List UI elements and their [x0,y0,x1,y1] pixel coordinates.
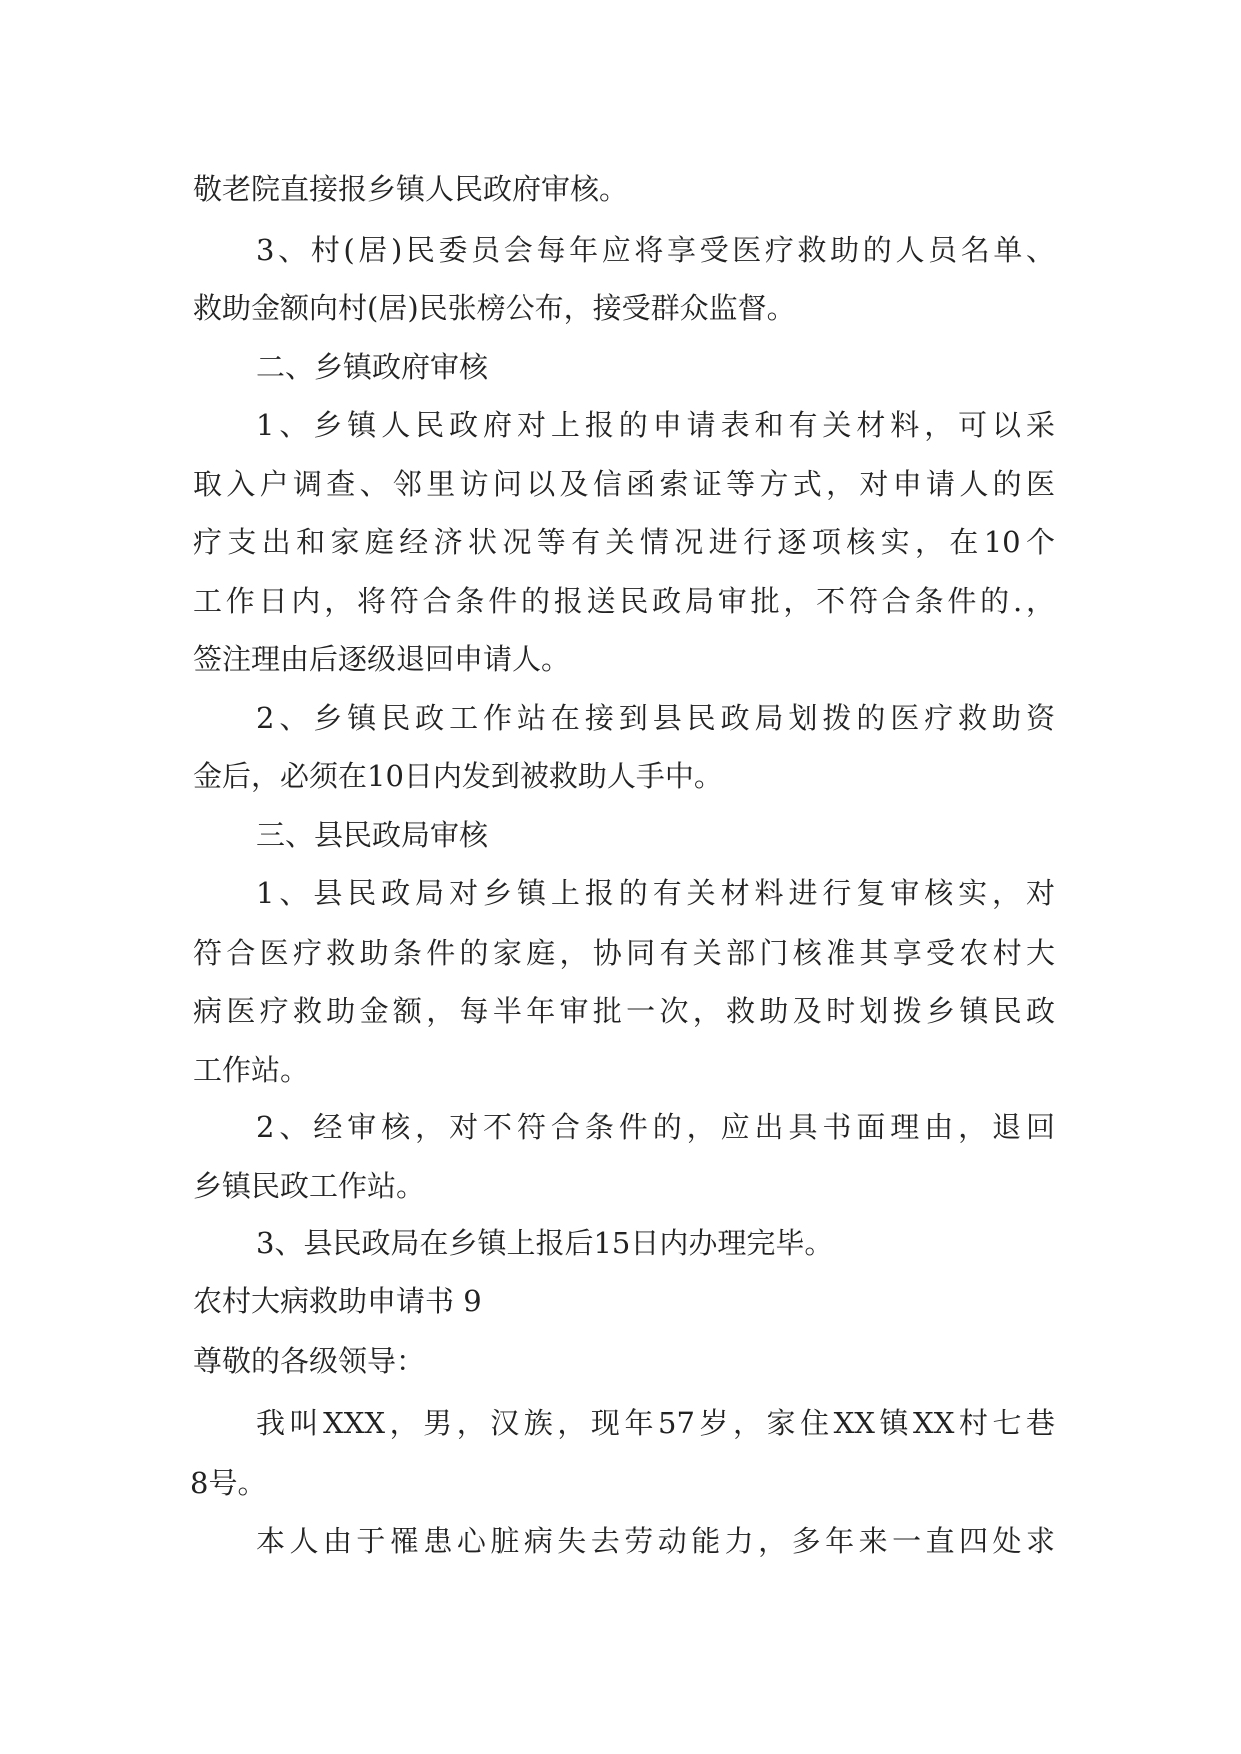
paragraph-line: 敬老院直接报乡镇人民政府审核。 [193,172,629,206]
paragraph-line: 2、乡镇民政工作站在接到县民政局划拨的医疗救助资 [256,701,1055,735]
paragraph-line: 工作站。 [193,1053,310,1087]
section-heading: 三、县民政局审核 [256,818,489,852]
paragraph-line: 1、县民政局对乡镇上报的有关材料进行复审核实，对 [256,876,1055,910]
salutation: 尊敬的各级领导： [193,1344,426,1378]
paragraph-line: 我叫XXX，男，汉族，现年57岁，家住XX镇XX村七巷 [256,1406,1055,1440]
paragraph-line: 救助金额向村(居)民张榜公布，接受群众监督。 [193,291,796,325]
paragraph-line: 符合医疗救助条件的家庭，协同有关部门核准其享受农村大 [193,936,1055,970]
paragraph-line: 病医疗救助金额，每半年审批一次，救助及时划拨乡镇民政 [193,994,1055,1028]
paragraph-line: 金后，必须在10日内发到被救助人手中。 [193,759,723,793]
paragraph-line: 签注理由后逐级退回申请人。 [193,642,571,676]
paragraph-line: 取入户调查、邻里访问以及信函索证等方式，对申请人的医 [193,467,1055,501]
document-title: 农村大病救助申请书 9 [193,1284,482,1318]
paragraph-line: 乡镇民政工作站。 [193,1169,426,1203]
paragraph-line: 8号。 [190,1466,267,1500]
paragraph-line: 工作日内，将符合条件的报送民政局审批，不符合条件的.， [193,584,1055,618]
paragraph-line: 3、县民政局在乡镇上报后15日内办理完毕。 [256,1226,834,1260]
paragraph-line: 疗支出和家庭经济状况等有关情况进行逐项核实，在10个 [193,525,1055,559]
section-heading: 二、乡镇政府审核 [256,350,489,384]
paragraph-line: 本人由于罹患心脏病失去劳动能力，多年来一直四处求 [256,1524,1055,1558]
paragraph-line: 3、村(居)民委员会每年应将享受医疗救助的人员名单、 [256,233,1055,267]
paragraph-line: 2、经审核，对不符合条件的，应出具书面理由，退回 [256,1110,1055,1144]
paragraph-line: 1、乡镇人民政府对上报的申请表和有关材料，可以采 [256,408,1055,442]
